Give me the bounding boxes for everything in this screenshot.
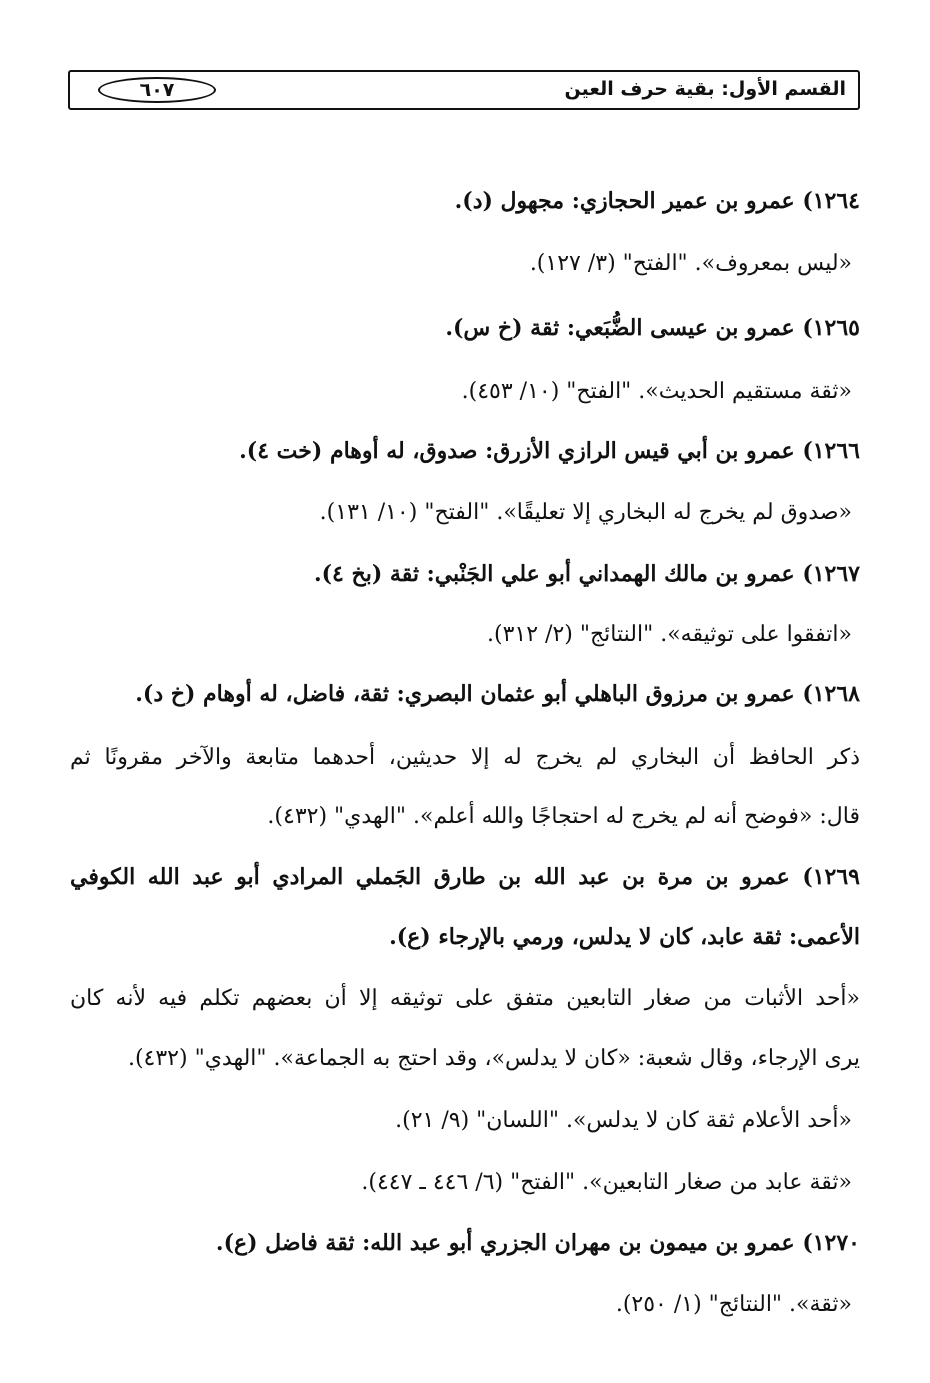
quote-1264: «ليس بمعروف». "الفتح" (٣/ ١٢٧). xyxy=(529,251,852,276)
entry-1265: ١٢٦٥) عمرو بن عيسى الضُّبَعي: ثقة (خ س). xyxy=(445,315,860,341)
quote-1265: «ثقة مستقيم الحديث». "الفتح" (١٠/ ٤٥٣). xyxy=(461,379,852,404)
entry-1264: ١٢٦٤) عمرو بن عمير الحجازي: مجهول (د). xyxy=(454,188,860,214)
quote-1269-fath: «ثقة عابد من صغار التابعين». "الفتح" (٦/ ٤٤٦ ـ ٤٤٧). xyxy=(361,1170,852,1195)
page-number: ٦٠٧ xyxy=(98,77,216,103)
comment-1268-line-1: ذكر الحافظ أن البخاري لم يخرج له إلا حديثين، أحدهما متابعة والآخر مقرونًا ثم xyxy=(70,745,860,770)
quote-1269-line-1: «أحد الأثبات من صغار التابعين متفق على توثيقه إلا أن بعضهم تكلم فيه لأنه كان xyxy=(70,986,860,1011)
entry-1266: ١٢٦٦) عمرو بن أبي قيس الرازي الأزرق: صدوق، له أوهام (خت ٤). xyxy=(239,438,860,464)
entry-1269-line-1: ١٢٦٩) عمرو بن مرة بن عبد الله بن طارق الجَملي المرادي أبو عبد الله الكوفي xyxy=(70,864,860,890)
entry-1268: ١٢٦٨) عمرو بن مرزوق الباهلي أبو عثمان البصري: ثقة، فاضل، له أوهام (خ د). xyxy=(135,681,860,707)
running-header xyxy=(68,70,860,110)
entry-1269-line-2: الأعمى: ثقة عابد، كان لا يدلس، ورمي بالإرجاء (ع). xyxy=(389,924,860,950)
comment-1268-line-2: قال: «فوضح أنه لم يخرج له احتجاجًا والله أعلم». "الهدي" (٤٣٢). xyxy=(267,804,860,829)
quote-1267: «اتفقوا على توثيقه». "النتائج" (٢/ ٣١٢). xyxy=(487,622,852,647)
header-title: القسم الأول: بقية حرف العين xyxy=(564,78,846,100)
entry-1270: ١٢٧٠) عمرو بن ميمون بن مهران الجزري أبو عبد الله: ثقة فاضل (ع). xyxy=(215,1230,860,1256)
quote-1269-line-2: يرى الإرجاء، وقال شعبة: «كان لا يدلس»، وقد احتج به الجماعة». "الهدي" (٤٣٢). xyxy=(127,1046,860,1071)
quote-1269-lisan: «أحد الأعلام ثقة كان لا يدلس». "اللسان" (٩/ ٢١). xyxy=(395,1108,852,1133)
quote-1266: «صدوق لم يخرج له البخاري إلا تعليقًا». "الفتح" (١٠/ ١٣١). xyxy=(319,500,852,525)
entry-1267: ١٢٦٧) عمرو بن مالك الهمداني أبو علي الجَنْبي: ثقة (بخ ٤). xyxy=(313,561,860,587)
quote-1270: «ثقة». "النتائج" (١/ ٢٥٠). xyxy=(615,1292,852,1317)
